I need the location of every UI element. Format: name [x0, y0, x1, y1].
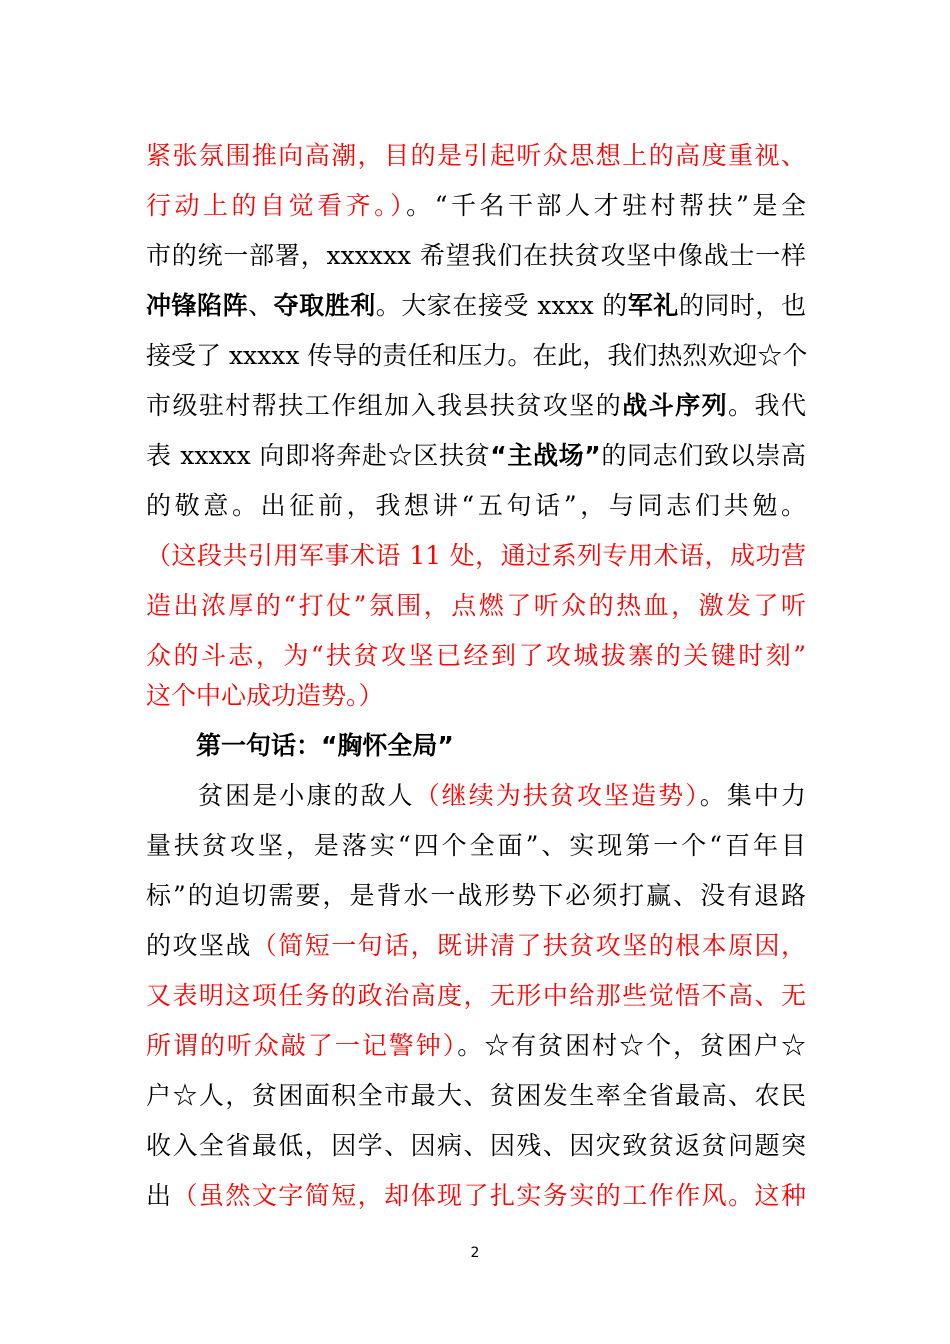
body-text: 出: [146, 1181, 173, 1210]
annotation-text: （继续为扶贫攻坚造势）: [414, 781, 700, 810]
text-line-18: [146, 976, 806, 1016]
annotation-text: 紧张氛围推向高潮，目的是引起听众思想上的高度重视、: [146, 141, 806, 170]
body-text: 的同志们致以崇高: [600, 441, 806, 470]
body-text: 。集中力: [699, 781, 806, 810]
text-line-11: [146, 636, 806, 676]
text-line-14: [146, 776, 806, 816]
body-text: 标”的迫切需要，是背水一战形势下必须打赢、没有退路: [146, 881, 806, 910]
annotation-text: 行动上的自觉看齐。）: [146, 191, 407, 220]
annotation-text: （简短一句话，既讲清了扶贫攻坚的根本原因，: [251, 931, 806, 960]
annotation-text: 众的斗志，为“扶贫攻坚已经到了攻城拔寨的关键时刻”: [146, 641, 806, 670]
annotation-text: 又表明这项任务的政治高度，无形中给那些觉悟不高、无: [146, 981, 806, 1010]
body-text: 接受了 xxxxx 传导的责任和压力。在此，我们热烈欢迎☆个: [146, 341, 808, 370]
bold-term: 军礼: [627, 291, 679, 320]
bold-term: 战斗序列: [622, 391, 729, 420]
body-text: 。“千名干部人才驻村帮扶”是全: [406, 191, 806, 220]
text-line-5: [146, 336, 806, 376]
body-text: 户☆人，贫困面积全市最大、贫困发生率全省最高、农民: [146, 1081, 806, 1110]
text-line-12: [146, 676, 806, 716]
bold-term: “主战场”: [490, 441, 601, 470]
body-text: 市级驻村帮扶工作组加入我县扶贫攻坚的: [146, 391, 623, 420]
body-text: 的攻坚战: [146, 931, 252, 960]
text-line-16: [146, 876, 806, 916]
section-heading: 第一句话：“胸怀全局”: [196, 731, 454, 760]
body-text: 的同时，也: [678, 291, 806, 320]
body-text: 收入全省最低，因学、因病、因残、因灾致贫返贫问题突: [146, 1131, 806, 1160]
text-line-21: [146, 1126, 806, 1166]
text-line-2: [146, 186, 806, 226]
annotation-text: 这个中心成功造势。）: [146, 681, 384, 710]
body-text: 量扶贫攻坚，是落实“四个全面”、实现第一个“百年目: [146, 831, 806, 860]
annotation-text: （这段共引用军事术语 11 处，通过系列专用术语，成功营: [146, 541, 806, 570]
text-line-22: [146, 1176, 806, 1216]
text-line-17: [146, 926, 806, 966]
bold-term: 夺取胜利: [273, 291, 376, 320]
body-text: 。大家在接受 xxxx 的: [375, 291, 628, 320]
annotation-text: 造出浓厚的“打仗”氛围，点燃了听众的热血，激发了听: [146, 591, 806, 620]
annotation-text: （虽然文字简短，却体现了扎实务实的工作作风。这种: [172, 1181, 806, 1210]
text-line-19: [146, 1026, 806, 1066]
text-line-1: [146, 136, 806, 176]
text-line-7: [146, 436, 806, 476]
body-text: 市的统一部署，xxxxxx 希望我们在扶贫攻坚中像战士一样: [146, 241, 806, 270]
body-text: 表 xxxxx 向即将奔赴☆区扶贫: [146, 441, 491, 470]
body-text: 贫困是小康的敌人: [196, 781, 415, 810]
text-line-10: [146, 586, 806, 626]
text-line-4: [146, 286, 806, 326]
bold-term: 冲锋陷阵: [146, 291, 249, 320]
body-text: 。☆有贫困村☆个，贫困户☆: [457, 1031, 806, 1060]
body-text: 、: [248, 291, 274, 320]
body-text: 。我代: [728, 391, 806, 420]
page-number: 2: [470, 1245, 480, 1261]
text-line-20: [146, 1076, 806, 1116]
text-line-9: [146, 536, 806, 576]
body-text: 的敬意。出征前，我想讲“五句话”，与同志们共勉。: [146, 491, 806, 520]
text-line-6: [146, 386, 806, 426]
text-line-8: [146, 486, 806, 526]
annotation-text: 所谓的听众敲了一记警钟）: [146, 1031, 458, 1060]
text-line-3: [146, 236, 806, 276]
text-line-15: [146, 826, 806, 866]
